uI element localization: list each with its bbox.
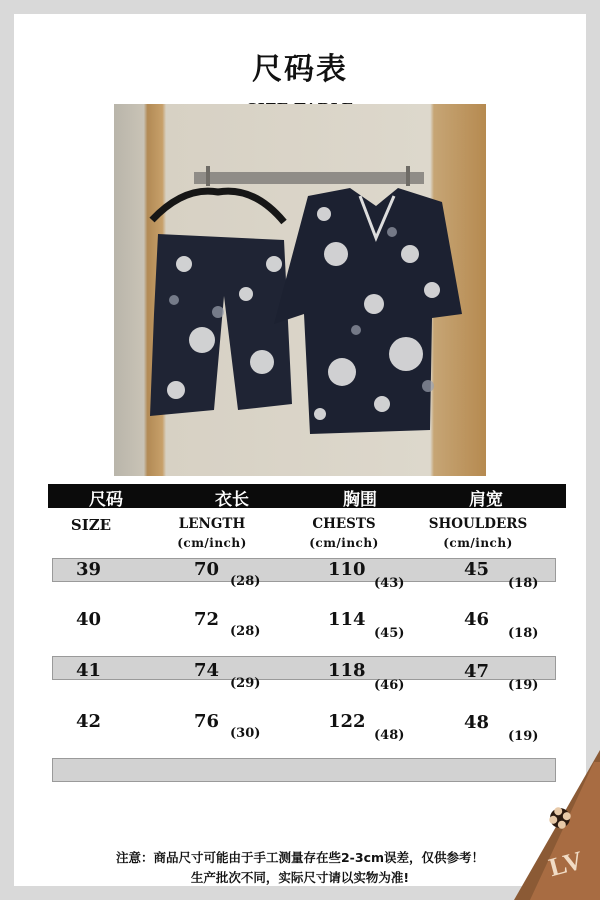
product-photo	[114, 104, 486, 476]
shoulder-inch: (19)	[508, 729, 539, 744]
length-inch: (29)	[230, 676, 261, 691]
length-cm: 76	[194, 711, 220, 732]
size-chart-card	[14, 14, 586, 886]
column-header-shoulder-cn: 肩宽	[469, 490, 503, 510]
shoulder-cm: 45	[464, 559, 490, 580]
note-line-1: 注意：商品尺寸可能由于手工测量存在些2-3cm误差，仅供参考！	[115, 850, 485, 865]
column-header-size-cn: 尺码	[89, 490, 123, 510]
shoulder-cm: 48	[464, 712, 490, 733]
shoulder-inch: (19)	[508, 678, 539, 693]
row-band	[52, 758, 556, 782]
length-cm: 70	[194, 559, 220, 580]
unit-label: (cm/inch)	[177, 536, 247, 550]
shoulder-cm: 47	[464, 661, 490, 682]
chest-cm: 122	[328, 711, 366, 732]
table-header-bar	[48, 484, 566, 508]
page-title: 尺码表	[252, 52, 348, 87]
size-value: 41	[76, 660, 102, 681]
length-inch: (30)	[230, 726, 261, 741]
chest-cm: 118	[328, 660, 366, 681]
chest-cm: 114	[328, 609, 366, 630]
column-header-shoulder	[414, 516, 542, 550]
column-header-size-en: SIZE	[70, 516, 112, 534]
chest-inch: (48)	[374, 728, 405, 743]
shoulder-cm: 46	[464, 609, 490, 630]
column-header-length-en: LENGTH	[178, 516, 246, 532]
chest-cm: 110	[328, 559, 366, 580]
column-header-chest-cn: 胸围	[343, 490, 377, 510]
column-header-chest-en: CHESTS	[312, 516, 376, 532]
unit-label: (cm/inch)	[309, 536, 379, 550]
brand-logo-corner-icon	[514, 750, 600, 900]
product-photo-icon	[114, 104, 486, 476]
column-header-length	[154, 516, 270, 550]
size-value: 42	[76, 711, 102, 732]
size-value: 40	[76, 609, 102, 630]
logo-text: LV	[545, 845, 586, 883]
column-header-chest	[286, 516, 402, 550]
chest-inch: (43)	[374, 576, 405, 591]
length-inch: (28)	[230, 574, 261, 589]
column-header-length-cn: 衣长	[215, 490, 249, 510]
shoulder-inch: (18)	[508, 576, 539, 591]
length-inch: (28)	[230, 624, 261, 639]
length-cm: 74	[194, 660, 220, 681]
column-header-shoulder-en: SHOULDERS	[428, 516, 528, 532]
shoulder-inch: (18)	[508, 626, 539, 641]
chest-inch: (45)	[374, 626, 405, 641]
size-value: 39	[76, 559, 102, 580]
length-cm: 72	[194, 609, 220, 630]
unit-label: (cm/inch)	[443, 536, 513, 550]
note-line-2: 生产批次不同，实际尺寸请以实物为准!	[190, 870, 410, 885]
chest-inch: (46)	[374, 678, 405, 693]
brand-logo	[514, 750, 600, 900]
